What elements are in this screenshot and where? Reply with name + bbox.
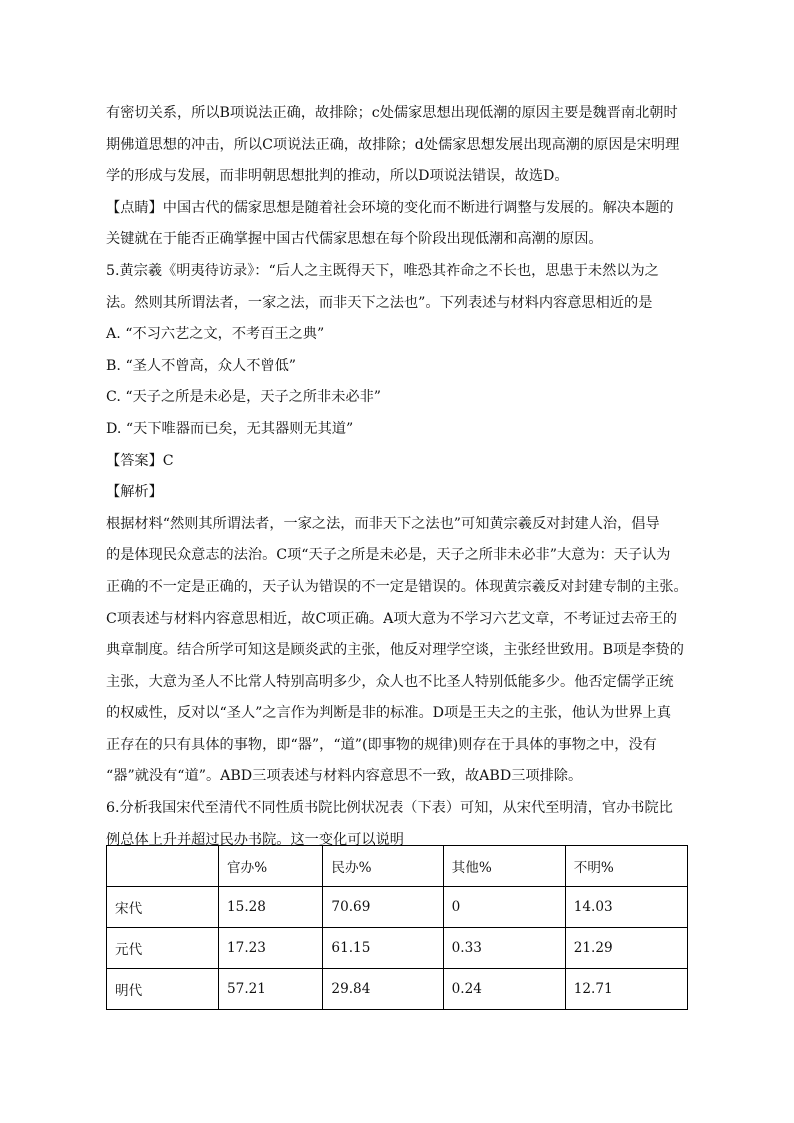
table-row [107,969,688,1010]
option-c: C. “天子之所是未必是，天子之所非未必非” [106,389,382,406]
table-header-cell: 不明% [565,846,687,887]
table-header-cell: 民办% [323,846,443,887]
table-cell: 元代 [107,928,219,969]
table-cell: 61.15 [323,928,443,969]
text-line: 正存在的只有具体的事物，即“器”，“道”(即事物的规律)则存在于具体的事物之中，没有 [106,736,657,753]
table-row [107,928,688,969]
text-line: 有密切关系，所以B项说法正确，故排除；c处儒家思想出现低潮的原因主要是魏晋南北朝时 [106,105,678,121]
tip-heading-line: 【点睛】中国古代的儒家思想是随着社会环境的变化而不断进行调整与发展的。解决本题的 [106,199,674,216]
table-cell: 57.21 [219,969,323,1010]
option-a: A. “不习六艺之文，不考百王之典” [106,326,325,343]
table-cell: 0.24 [443,969,565,1010]
table-cell: 0 [443,887,565,928]
text-line: 正确的不一定是正确的，天子认为错误的不一定是错误的。体现黄宗羲反对封建专制的主张。 [106,578,688,595]
text-line: C项表述与材料内容意思相近，故C项正确。A项大意为不学习六艺文章，不考证过去帝王的 [106,610,678,627]
table-header-cell: 官办% [219,846,323,887]
table-cell: 17.23 [219,928,323,969]
table-row [107,887,688,928]
question-6-line: 6.分析我国宋代至清代不同性质书院比例状况表（下表）可知，从宋代至明清，官办书院比 [106,800,673,817]
academy-ratio-table [106,845,688,1010]
table-cell: 14.03 [565,887,687,928]
analysis-label: 【解析】 [106,484,163,501]
option-b: B. “圣人不曾高，众人不曾低” [106,357,297,374]
text-line: 根据材料“然则其所谓法者，一家之法，而非天下之法也”可知黄宗羲反对封建人治，倡导 [106,515,660,532]
table-cell: 15.28 [219,887,323,928]
table-cell: 宋代 [107,887,219,928]
table-cell: 70.69 [323,887,443,928]
table-cell: 0.33 [443,928,565,969]
table-header-cell [107,846,219,887]
table-cell: 21.29 [565,928,687,969]
table-cell: 12.71 [565,969,687,1010]
question-5-line: 5.黄宗羲《明夷待访录》：“后人之主既得天下，唯恐其祚命之不长也，思患于未然以为之 [106,262,659,279]
text-line: 学的形成与发展，而非明朝思想批判的推动，所以D项说法错误，故选D。 [106,168,569,185]
document-body [106,98,690,856]
option-d: D. “天下唯器而已矣，无其器则无其道” [106,420,354,437]
table-cell: 明代 [107,969,219,1010]
question-5-line: 法。然则其所谓法者，一家之法，而非天下之法也”。下列表述与材料内容意思相近的是 [106,294,653,311]
text-line: 主张，大意为圣人不比常人特别高明多少，众人也不比圣人特别低能多少。他否定儒学正统 [106,673,674,690]
question-6-line: 例总体上升并超过民办书院。这一变化可以说明 [106,831,404,848]
text-line: 的是体现民众意志的法治。C项“天子之所是未必是，天子之所非未必非”大意为：天子认为 [106,547,671,564]
text-line: 期佛道思想的冲击，所以C项说法正确，故排除；d处儒家思想发展出现高潮的原因是宋明理 [106,136,680,153]
text-line: “器”就没有“道”。ABD三项表述与材料内容意思不一致，故ABD三项排除。 [106,768,583,785]
table-header-row [107,846,688,887]
text-line: 典章制度。结合所学可知这是顾炎武的主张，他反对理学空谈，主张经世致用。B项是李贽的 [106,642,684,659]
text-line: 关键就在于能否正确掌握中国古代儒家思想在每个阶段出现低潮和高潮的原因。 [106,231,603,248]
table-header-cell: 其他% [443,846,565,887]
answer-label: 【答案】C [106,452,174,469]
table-cell: 29.84 [323,969,443,1010]
text-line: 的权威性，反对以“圣人”之言作为判断是非的标准。D项是王夫之的主张，他认为世界上真 [106,705,672,722]
